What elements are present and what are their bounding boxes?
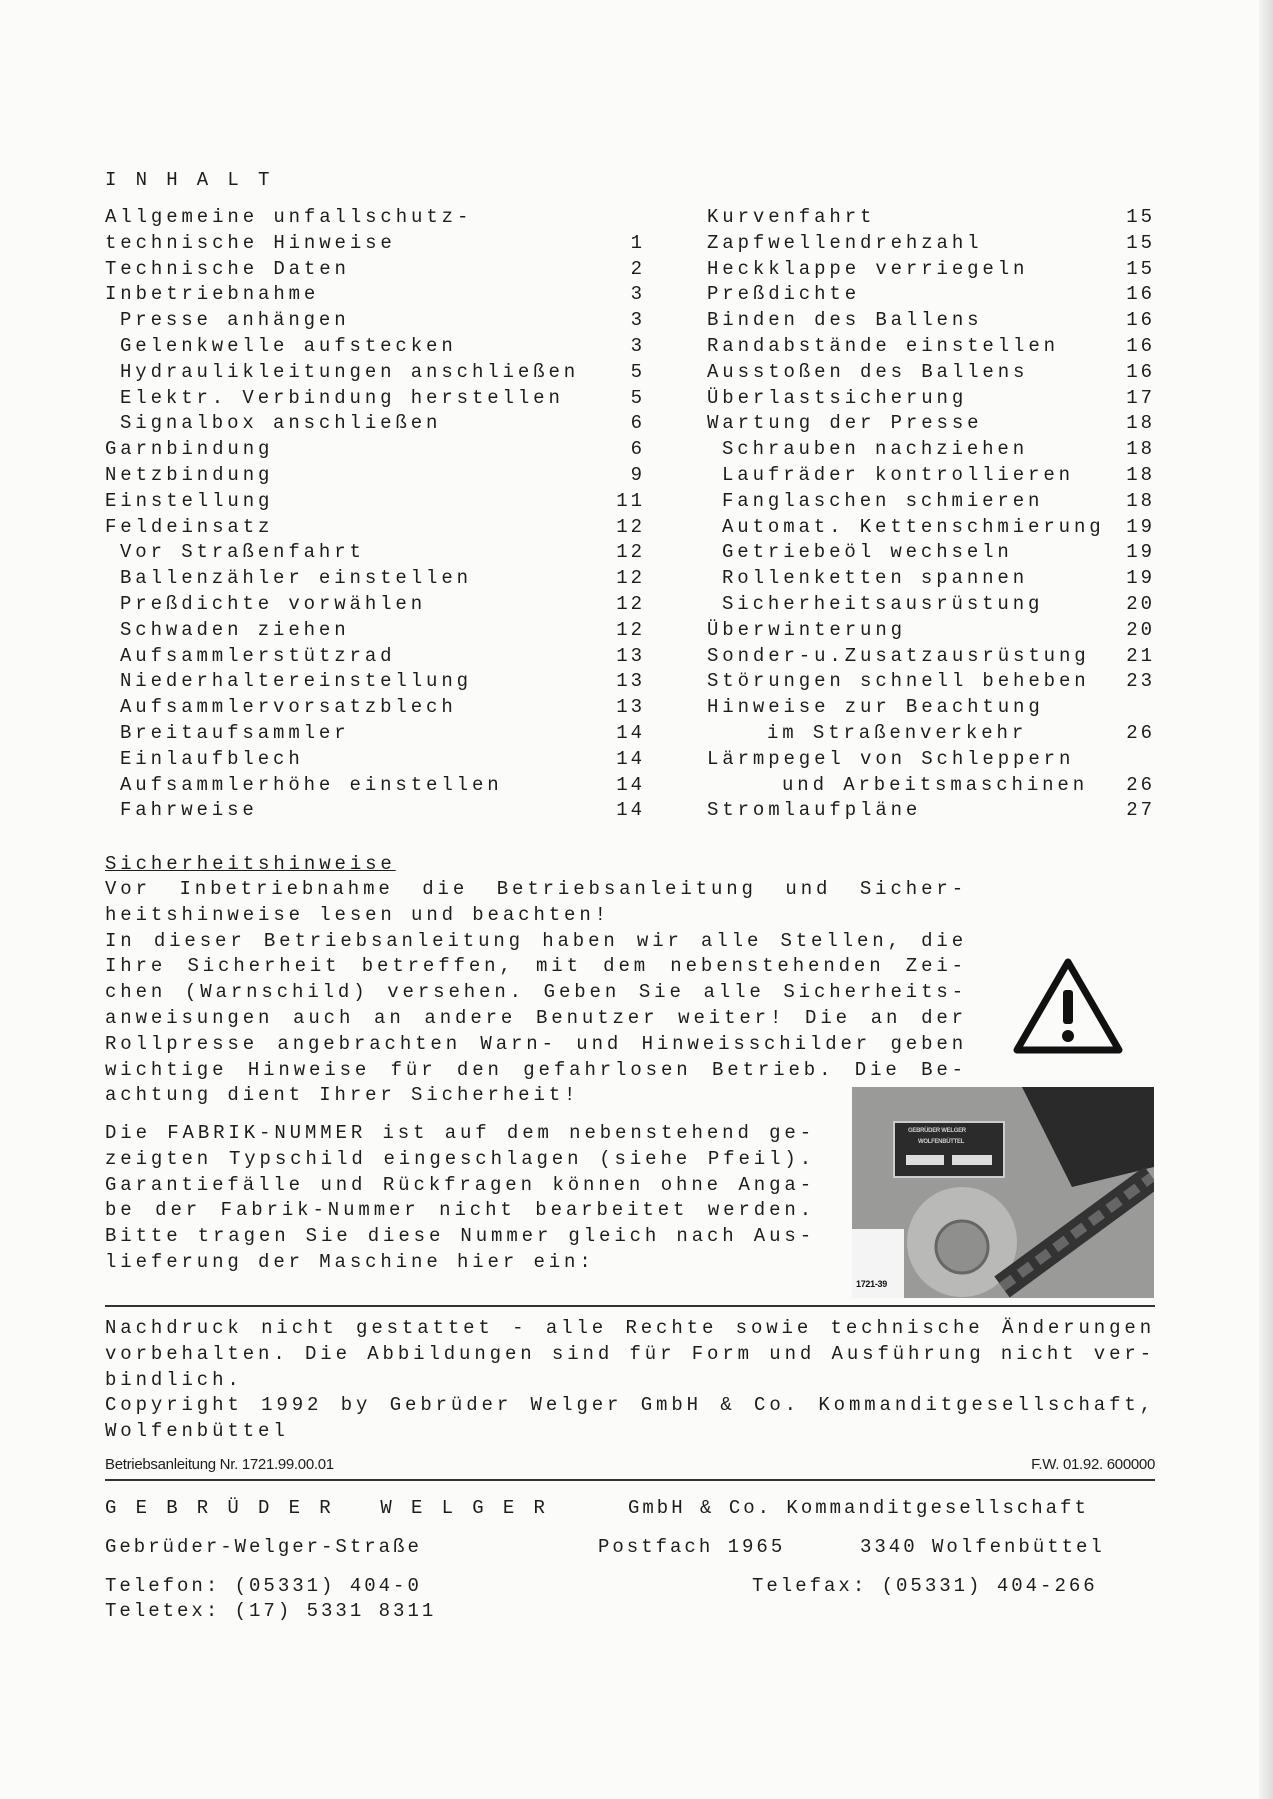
telefon: Telefon: (05331) 404-0 — [105, 1575, 422, 1597]
toc-entry-page: 18 — [1126, 412, 1155, 435]
toc-entry-page: 3 — [630, 283, 645, 306]
toc-entry-label: Fahrweise — [120, 799, 258, 822]
type-plate-photo — [852, 1087, 1154, 1298]
toc-entry-label: Preßdichte — [707, 283, 861, 306]
toc-entry-label: Binden des Ballens — [707, 309, 983, 332]
toc-entry-label: Überwinterung — [707, 618, 906, 641]
toc-entry-label: Presse anhängen — [120, 309, 350, 332]
text-line: heitshinweise lesen und beachten! — [105, 903, 610, 926]
toc-entry-label: Hinweise zur Beachtung — [707, 696, 1044, 719]
toc-entry — [105, 334, 645, 360]
toc-entry-page: 20 — [1126, 592, 1155, 615]
company-name: G E B R Ü D E R W E L G E R — [105, 1497, 549, 1519]
city: 3340 Wolfenbüttel — [860, 1536, 1105, 1558]
text-line: chen (Warnschild) versehen. Geben Sie alle Sicherheits- — [105, 981, 967, 1004]
toc-entry — [707, 411, 1155, 437]
text-line: Ihre Sicherheit betreffen, mit dem nebenstehenden Zei- — [105, 955, 967, 978]
fabrik-nummer-text — [105, 1121, 815, 1276]
toc-entry-page: 12 — [616, 592, 645, 615]
text-line: Wolfenbüttel — [105, 1420, 289, 1443]
toc-entry-page: 12 — [616, 567, 645, 590]
toc-entry — [707, 257, 1155, 283]
toc-entry-label: Stromlaufpläne — [707, 799, 922, 822]
toc-entry-page: 15 — [1126, 231, 1155, 254]
toc-entry — [105, 463, 645, 489]
toc-entry-page: 6 — [630, 438, 645, 461]
toc-entry — [707, 282, 1155, 308]
toc-entry-label: Störungen schnell beheben — [707, 670, 1090, 693]
text-line: Bitte tragen Sie diese Nummer gleich nach Aus- — [105, 1225, 815, 1248]
toc-entry-page: 14 — [616, 747, 645, 770]
toc-entry — [105, 360, 645, 386]
toc-entry — [707, 334, 1155, 360]
photo-caption: 1721-39 — [856, 1279, 887, 1289]
toc-entry-page: 18 — [1126, 438, 1155, 461]
toc-entry — [105, 540, 645, 566]
toc-entry-page: 17 — [1126, 386, 1155, 409]
toc-entry — [105, 308, 645, 334]
text-line: Vor Inbetriebnahme die Betriebsanleitung und Sicher- — [105, 878, 967, 900]
toc-entry-page: 15 — [1126, 206, 1155, 228]
toc-entry-label: Hydraulikleitungen anschließen — [120, 360, 580, 383]
text-line: wichtige Hinweise für den gefahrlosen Betrieb. Die Be- — [105, 1058, 967, 1081]
toc-entry — [105, 773, 645, 799]
toc-entry-page: 6 — [630, 412, 645, 435]
toc-entry-label: Überlastsicherung — [707, 386, 968, 409]
toc-entry-label: Netzbindung — [105, 463, 274, 486]
toc-entry — [707, 231, 1155, 257]
toc-entry-page: 26 — [1126, 773, 1155, 796]
toc-entry — [707, 669, 1155, 695]
toc-entry — [707, 644, 1155, 670]
toc-entry-label: Niederhaltereinstellung — [120, 670, 472, 693]
toc-entry-label: Technische Daten — [105, 257, 350, 280]
toc-entry-label: Aufsammlerstützrad — [120, 644, 396, 667]
toc-entry-page: 13 — [616, 644, 645, 667]
text-line: Rollpresse angebrachten Warn- und Hinweisschilder geben — [105, 1032, 967, 1055]
toc-entry-page: 16 — [1126, 360, 1155, 383]
toc-entry-page: 14 — [616, 799, 645, 822]
print-code: F.W. 01.92. 600000 — [1031, 1456, 1155, 1473]
toc-entry-label: Zapfwellendrehzahl — [707, 231, 983, 254]
toc-entry — [707, 773, 1155, 799]
toc-entry — [707, 489, 1155, 515]
toc-entry-label: Schwaden ziehen — [120, 618, 350, 641]
toc-entry — [707, 437, 1155, 463]
toc-entry-label: Getriebeöl wechseln — [722, 541, 1013, 564]
toc-entry-label: Feldeinsatz — [105, 515, 274, 538]
toc-entry-page: 18 — [1126, 489, 1155, 512]
toc-entry-label: Schrauben nachziehen — [722, 438, 1029, 461]
toc-entry-label: Aufsammlerhöhe einstellen — [120, 773, 503, 796]
toc-entry — [105, 566, 645, 592]
toc-entry-label: Allgemeine unfallschutz- — [105, 206, 473, 228]
toc-entry-page: 13 — [616, 696, 645, 719]
copyright-text — [105, 1316, 1155, 1445]
toc-entry-label: Signalbox anschließen — [120, 412, 442, 435]
toc-entry-label: Breitaufsammler — [120, 721, 350, 744]
toc-entry — [105, 411, 645, 437]
toc-entry-label: Kurvenfahrt — [707, 206, 876, 228]
toc-entry-page: 16 — [1126, 283, 1155, 306]
toc-entry — [105, 695, 645, 721]
toc-entry-page: 1 — [630, 231, 645, 254]
toc-entry-label: Aufsammlervorsatzblech — [120, 696, 457, 719]
warning-triangle-icon — [1013, 958, 1123, 1054]
text-line: Nachdruck nicht gestattet - alle Rechte sowie technische Änderungen — [105, 1317, 1155, 1339]
toc-entry — [105, 257, 645, 283]
text-line: be der Fabrik-Nummer nicht bearbeitet werden. — [105, 1199, 815, 1222]
toc-entry — [105, 515, 645, 541]
text-line: zeigten Typschild eingeschlagen (siehe Pfeil). — [105, 1147, 815, 1170]
toc-entry-label: Ballenzähler einstellen — [120, 567, 472, 590]
toc-entry — [707, 515, 1155, 541]
toc-entry-page: 27 — [1126, 799, 1155, 822]
toc-entry-page: 2 — [630, 257, 645, 280]
toc-entry-label: Vor Straßenfahrt — [120, 541, 365, 564]
toc-entry-page: 5 — [630, 360, 645, 383]
toc-entry — [105, 798, 645, 824]
toc-right-column — [707, 205, 1155, 824]
toc-entry-label: Einstellung — [105, 489, 274, 512]
footer-divider — [105, 1479, 1155, 1481]
toc-entry-page: 16 — [1126, 309, 1155, 332]
toc-entry-label: Sonder-u.Zusatzausrüstung — [707, 644, 1090, 667]
toc-entry — [707, 463, 1155, 489]
toc-entry-page: 14 — [616, 721, 645, 744]
text-line: anweisungen auch an andere Benutzer weiter! Die an der — [105, 1006, 967, 1029]
toc-entry-page: 3 — [630, 309, 645, 332]
toc-entry-page: 19 — [1126, 515, 1155, 538]
toc-entry — [707, 695, 1155, 721]
toc-entry-page: 19 — [1126, 541, 1155, 564]
postfach: Postfach 1965 — [598, 1536, 786, 1558]
toc-entry-label: Fanglaschen schmieren — [722, 489, 1044, 512]
toc-entry-label: Preßdichte vorwählen — [120, 592, 427, 615]
toc-entry-page: 12 — [616, 541, 645, 564]
toc-entry-label: Ausstoßen des Ballens — [707, 360, 1029, 383]
toc-entry-label: Elektr. Verbindung herstellen — [120, 386, 564, 409]
toc-entry-label: Randabstände einstellen — [707, 334, 1059, 357]
toc-entry-page: 26 — [1126, 721, 1155, 744]
toc-entry-page: 15 — [1126, 257, 1155, 280]
text-line: In dieser Betriebsanleitung haben wir alle Stellen, die — [105, 929, 967, 952]
text-line: vorbehalten. Die Abbildungen sind für Form und Ausführung nicht ver- — [105, 1342, 1155, 1365]
plate-line-2: WOLFENBÜTTEL — [918, 1139, 965, 1145]
toc-entry — [105, 721, 645, 747]
teletex: Teletex: (17) 5331 8311 — [105, 1600, 437, 1622]
toc-entry — [105, 489, 645, 515]
toc-entry — [105, 437, 645, 463]
toc-entry-page: 14 — [616, 773, 645, 796]
toc-entry — [707, 205, 1155, 231]
toc-entry — [707, 618, 1155, 644]
toc-entry-label: Sicherheitsausrüstung — [722, 592, 1044, 615]
page-edge-shadow — [1259, 0, 1273, 1799]
toc-entry-page: 19 — [1126, 567, 1155, 590]
toc-entry-label: technische Hinweise — [105, 231, 396, 254]
toc-entry-label: im Straßenverkehr — [767, 721, 1028, 744]
text-line: achtung dient Ihrer Sicherheit! — [105, 1084, 580, 1107]
toc-left-column — [105, 205, 645, 824]
text-line: Copyright 1992 by Gebrüder Welger GmbH & Co. Kommanditgesellschaft, — [105, 1394, 1155, 1417]
toc-entry-label: Heckklappe verriegeln — [707, 257, 1029, 280]
toc-entry-page: 13 — [616, 670, 645, 693]
text-line: Garantiefälle und Rückfragen können ohne Anga- — [105, 1173, 815, 1196]
toc-entry-label: Gelenkwelle aufstecken — [120, 334, 457, 357]
toc-entry-page: 11 — [616, 489, 645, 512]
toc-entry-page: 16 — [1126, 334, 1155, 357]
toc-entry-label: Lärmpegel von Schleppern — [707, 747, 1075, 770]
toc-entry — [707, 308, 1155, 334]
text-line: bindlich. — [105, 1368, 243, 1391]
toc-entry-page: 18 — [1126, 463, 1155, 486]
manual-number: Betriebsanleitung Nr. 1721.99.00.01 — [105, 1456, 334, 1473]
toc-entry-label: Inbetriebnahme — [105, 283, 320, 306]
toc-entry — [105, 669, 645, 695]
toc-entry — [707, 360, 1155, 386]
toc-entry — [707, 721, 1155, 747]
toc-entry-label: Rollenketten spannen — [722, 567, 1029, 590]
toc-entry — [105, 592, 645, 618]
toc-entry — [707, 592, 1155, 618]
toc-entry — [707, 540, 1155, 566]
toc-entry — [105, 231, 645, 257]
toc-entry-label: Automat. Kettenschmierung — [722, 515, 1105, 538]
toc-entry-page: 3 — [630, 334, 645, 357]
toc-entry — [105, 618, 645, 644]
toc-entry — [105, 205, 645, 231]
safety-heading: Sicherheitshinweise — [105, 853, 396, 875]
toc-entry-page: 23 — [1126, 670, 1155, 693]
toc-entry-page: 9 — [630, 463, 645, 486]
toc-entry-page: 5 — [630, 386, 645, 409]
street-address: Gebrüder-Welger-Straße — [105, 1536, 422, 1558]
toc-entry — [105, 747, 645, 773]
toc-entry-label: Laufräder kontrollieren — [722, 463, 1074, 486]
toc-entry — [707, 386, 1155, 412]
toc-entry — [105, 282, 645, 308]
toc-entry-label: Garnbindung — [105, 438, 274, 461]
toc-entry-page: 12 — [616, 515, 645, 538]
safety-text — [105, 877, 967, 1109]
plate-line-1: GEBRÜDER WELGER — [908, 1128, 966, 1134]
toc-entry — [707, 798, 1155, 824]
telefax: Telefax: (05331) 404-266 — [752, 1575, 1098, 1597]
toc-entry-page: 20 — [1126, 618, 1155, 641]
toc-entry-label: Einlaufblech — [120, 747, 304, 770]
toc-entry-page: 12 — [616, 618, 645, 641]
toc-entry — [105, 644, 645, 670]
toc-entry-page: 21 — [1126, 644, 1155, 667]
text-line: Die FABRIK-NUMMER ist auf dem nebenstehend ge- — [105, 1122, 815, 1144]
toc-entry — [707, 747, 1155, 773]
toc-entry — [105, 386, 645, 412]
divider — [105, 1305, 1155, 1307]
toc-entry-label: und Arbeitsmaschinen — [782, 773, 1089, 796]
text-line: lieferung der Maschine hier ein: — [105, 1250, 595, 1273]
company-suffix: GmbH & Co. Kommanditgesellschaft — [628, 1497, 1089, 1519]
toc-entry-label: Wartung der Presse — [707, 412, 983, 435]
toc-heading: I N H A L T — [105, 169, 274, 191]
toc-entry — [707, 566, 1155, 592]
